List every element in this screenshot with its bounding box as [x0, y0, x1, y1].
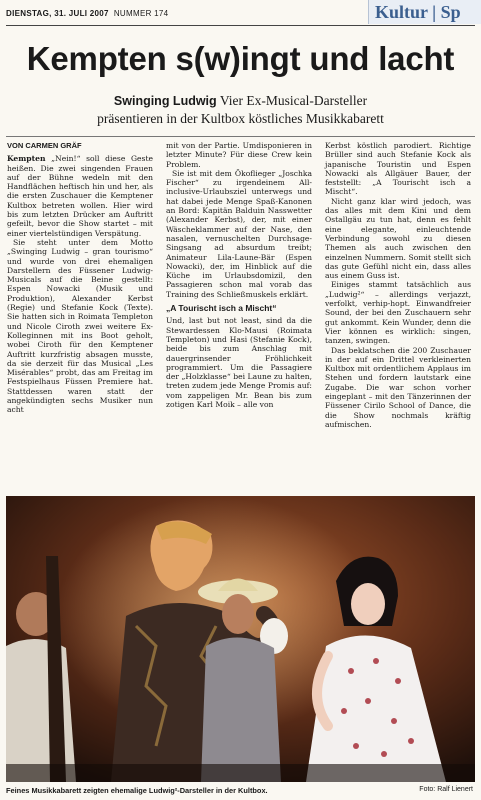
dateline: [6, 9, 168, 18]
paragraph: Nicht ganz klar wird jedoch, was das alles mit dem Kini und dem Ostallgäu zu tun hat, denn es fehlt eine elegante, einleuchtende Verbindung sowohl zu diesen Themen als auch zwischen den einzelnen Nummern. Somit stellt sich das gute Gefühl nicht ein, dass alles aus einem Guss ist.: [325, 196, 471, 281]
dateline-location: Kempten: [7, 154, 46, 164]
subhead-line-2: präsentieren in der Kultbox köstliches Musikkabarett: [97, 111, 384, 126]
article-column-2: [166, 141, 312, 409]
headline: Kempten s(w)ingt und lacht: [26, 40, 455, 77]
stage-photo: [6, 496, 475, 782]
photo-caption: Feines Musikkabarett zeigten ehemalige Ludwig²-Darsteller in der Kultbox.: [6, 786, 268, 795]
page-header: [0, 0, 481, 26]
paragraph: Sie ist mit dem Ökoflieger „Joschka Fischer“ zu irgendeinem All-inclusive-Urlaubsziel unterwegs und hat dabei jede Menge Spaß-Kanonen an Bord: Kapitän Balduin Nasswetter (Alexander Kerbst), der, mit einer Wäscheklammer auf der Nase, den nasalen, vernuschelten Durchsage-Singsang ad absurdum treibt; Animateur Lila-Laune-Bär (Espen Nowacki), der, im Hinblick auf die Küche im Urlaubsdomizil, den Passagieren schon mal vorab das Training des Schließmuskels erklärt.: [166, 168, 312, 299]
paragraph: Und, last but not least, sind da die Stewardessen Klo-Mausi (Roimata Templeton) und Hasi (Stefanie Kock), beide bis zum Anschlag mit dauergrinsender Fröhlichkeit programmiert. Um die Passagiere der „Holzklasse“ bei Laune zu halten, treten zudem jede Menge Promis auf: vom zappeligen Mr. Bean bis zum zotigen Karl Moik – alle von: [166, 316, 312, 410]
section-tag: [368, 0, 481, 24]
subhead-rule: [6, 136, 475, 137]
paragraph: Kempten „Nein!“ soll diese Geste heißen. Die zwei singenden Frauen auf der Bühne wedeln mit den Handflächen heftisch hin und her, als die ersten Zuschauer die Kemptener Kultbox betreten wollen. Hier wird bis zum letzten Drücker am Auftritt gefeilt, bevor die Show startet – mit einer viertelstündigen Verspätung.: [7, 154, 153, 238]
byline: VON CARMEN GRÄF: [7, 141, 82, 150]
article-column-3: [325, 141, 471, 429]
issue-date: 31. JULI 2007: [54, 9, 109, 18]
section-name: Kultur | Sp: [375, 2, 461, 22]
issue-number: NUMMER 174: [113, 9, 169, 18]
intertitle: „A Tourischt isch a Mischt“: [166, 303, 277, 314]
subheadline: [0, 92, 481, 127]
kicker: Swinging Ludwig: [113, 94, 217, 108]
weekday: DIENSTAG,: [6, 9, 52, 18]
paragraph: Das beklatschen die 200 Zuschauer in der auf ein Drittel verkleinerten Kultbox mit ordentlichem Applaus im Stehen und fordern lautstark eine Zugabe. Die war schon vorher eingeplant – mit den Tänzerinnen der Füssener Cirilo School of Dance, die die Show nochmals kräftig aufmischen.: [325, 345, 471, 429]
header-rule: [6, 25, 475, 26]
paragraph: Einiges stammt tatsächlich aus „Ludwig²“ – allerdings verjazzt, verfolkt, verhip-hopt. Einwandfreier Sound, der bei den Zuschauern sehr gut ankommt. Kein Wunder, denn die Vier können es wirklich: singen, tanzen, swingen.: [325, 280, 471, 346]
subhead-line-1: Vier Ex-Musical-Darsteller: [219, 93, 368, 108]
paragraph: mit von der Partie. Umdisponieren in letzter Minute? Für diese Crew kein Problem.: [166, 141, 312, 169]
paragraph: Kerbst köstlich parodiert. Richtige Brüller sind auch Stefanie Kock als japanische Touristin und Espen Nowacki als Allgäuer Bauer, der feststellt: „A Tourischt isch a Mischt“.: [325, 141, 471, 197]
paragraph: Sie steht unter dem Motto „Swinging Ludwig – gran tourismo“ und wurde von drei ehemaligen Darstellern des Füssener Ludwig-Musicals auf die Beine gestellt: Espen Nowacki (Musik und Produktion), Alexander Kerbst (Regie) und Stefanie Kock (Texte). Sie hatten sich in Roimata Templeton und Nicole Ciroth zwei weitere Ex-Kolleginnen mit ins Boot geholt, wobei Ciroth für den Kemptener Auftritt kurzfristig absagen musste, da sie derzeit für das Musical „Les Misérables“ probt, das am Freitag im Festspielhaus Füssen Premiere hat. Stattdessen waren statt der angekündigten sechs Musiker nun acht: [7, 237, 153, 415]
stage-photo-illustration: [6, 496, 475, 782]
article-column-1: [7, 141, 153, 415]
photo-credit: Foto: Ralf Lienert: [419, 786, 473, 793]
